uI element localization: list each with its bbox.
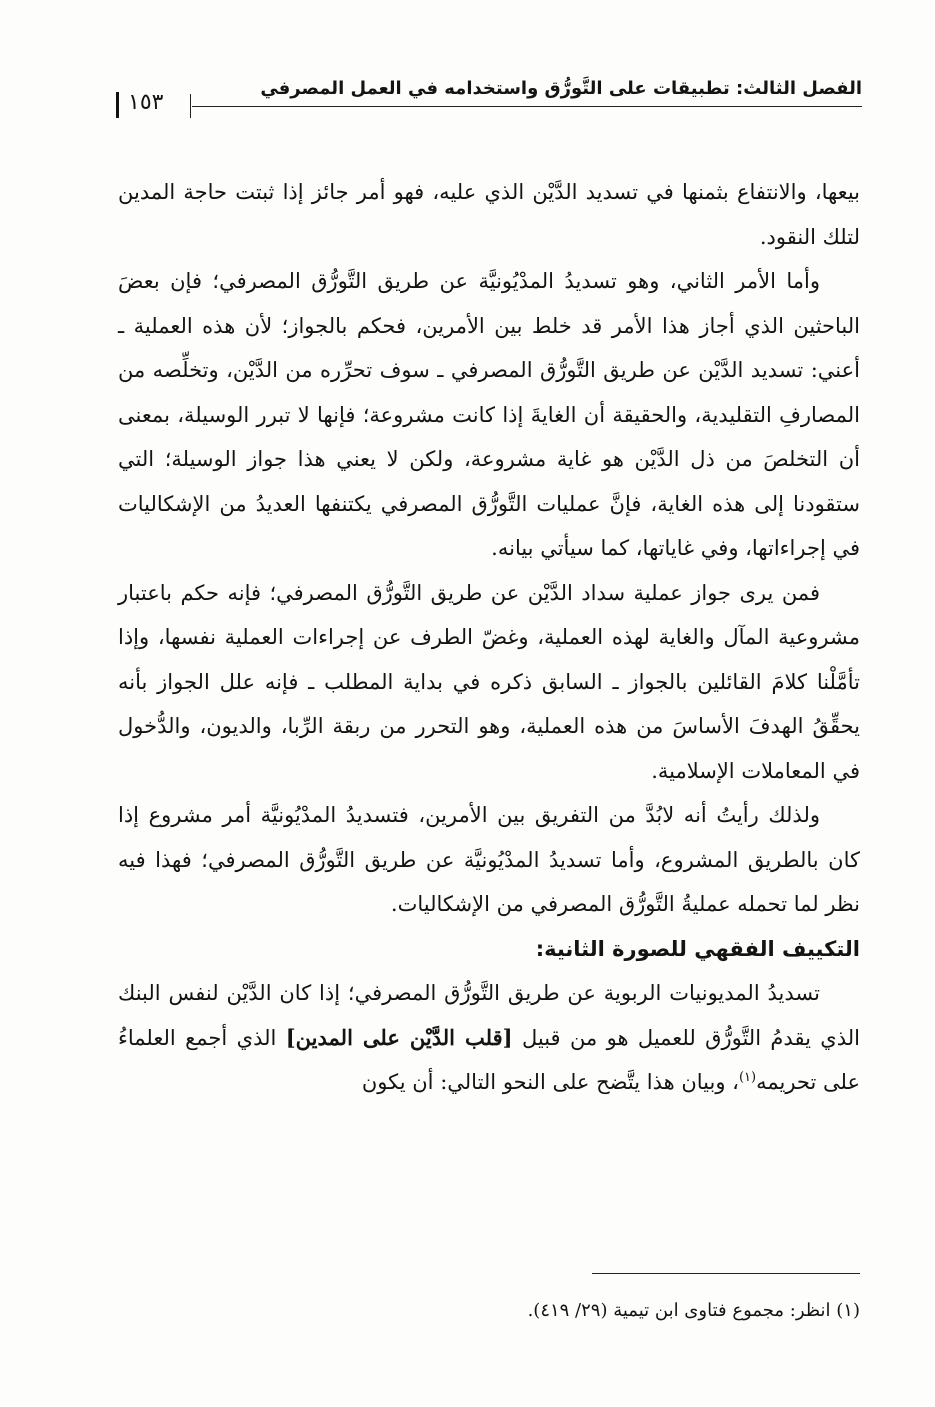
bold-term: [قلب الدَّيْن على المدين] (285, 1024, 513, 1050)
running-header (108, 76, 862, 120)
paragraph-5-part-3: ، وبيان هذا يتَّضح على النحو التالي: أن يكون (361, 1070, 739, 1094)
paragraph-5 (118, 971, 860, 1105)
footnote (118, 1296, 860, 1326)
paragraph-5-part-1: تسديدُ المديونيات الربوية عن طريق التَّورُّق المصرفي؛ إذا كان الدَّيْن لنفس البنك الذي يقدمُ التَّورُّق للعميل هو من قبيل (118, 981, 860, 1050)
footnote-rule (592, 1273, 860, 1274)
page-number: ١٥٣ (128, 90, 164, 115)
header-rule (192, 106, 862, 107)
footnote-reference: (١) (738, 1070, 757, 1085)
footnote-text: انظر: مجموع فتاوى ابن تيمية (٢٩/ ٤١٩). (527, 1300, 831, 1321)
paragraph-3: فمن يرى جواز عملية سداد الدَّيْن عن طريق التَّورُّق المصرفي؛ فإنه حكم باعتبار مشروعية المآل والغاية لهذه العملية، وغضّ الطرف عن إجراءات العملية نفسها، وإذا تأمَّلْنا كلامَ القائلين بالجواز ـ السابق ذكره في بداية المطلب ـ فإنه علل الجواز بأنه يحقِّقُ الهدفَ الأساسَ من هذه العملية، وهو التحرر من ربقة الرِّبا، والديون، والدُّخول في المعاملات الإسلامية. (118, 580, 860, 783)
paragraph-5-part-2: الذي أجمع العلماءُ على تحريمه (118, 1025, 860, 1094)
paragraph-1: بيعها، والانتفاع بثمنها في تسديد الدَّيْن الذي عليه، فهو أمر جائز إذا ثبتت حاجة المدين لتلك النقود. (118, 180, 860, 249)
body-text (118, 170, 860, 1105)
paragraph-4: ولذلك رأيتُ أنه لابُدَّ من التفريق بين الأمرين، فتسديدُ المدْيُونيَّة أمر مشروع إذا كان بالطريق المشروع، وأما تسديدُ المدْيُونيَّة عن طريق التَّورُّق المصرفي؛ فهذا فيه نظر لما تحمله عمليةُ التَّورُّق المصرفي من الإشكاليات. (118, 803, 860, 916)
page-number-bar (116, 92, 119, 118)
footnote-marker: (١) (836, 1300, 860, 1321)
header-divider (190, 94, 191, 118)
paragraph-2: وأما الأمر الثاني، وهو تسديدُ المدْيُونيَّة عن طريق التَّورُّق المصرفي؛ فإن بعضَ الباحثين الذي أجاز هذا الأمر قد خلط بين الأمرين، فحكم بالجواز؛ لأن هذه العملية ـ أعني: تسديد الدَّيْن عن طريق التَّورُّق المصرفي ـ سوف تحرِّره من الدَّيْن، وتخلِّصه من المصارفِ التقليدية، والحقيقة أن الغايةَ إذا كانت مشروعة؛ فإنها لا تبرر الوسيلة، بمعنى أن التخلصَ من ذل الدَّيْن هو غاية مشروعة، ولكن لا يعني هذا جواز الوسيلة؛ التي ستقودنا إلى هذه الغاية، فإنَّ عمليات التَّورُّق المصرفي يكتنفها العديدُ من الإشكاليات في إجراءاتها، وفي غاياتها، كما سيأتي بيانه. (118, 269, 860, 560)
section-heading: التكييف الفقهي للصورة الثانية: (535, 936, 860, 961)
chapter-title: الفصل الثالث: تطبيقات على التَّورُّق واستخدامه في العمل المصرفي (260, 78, 862, 99)
